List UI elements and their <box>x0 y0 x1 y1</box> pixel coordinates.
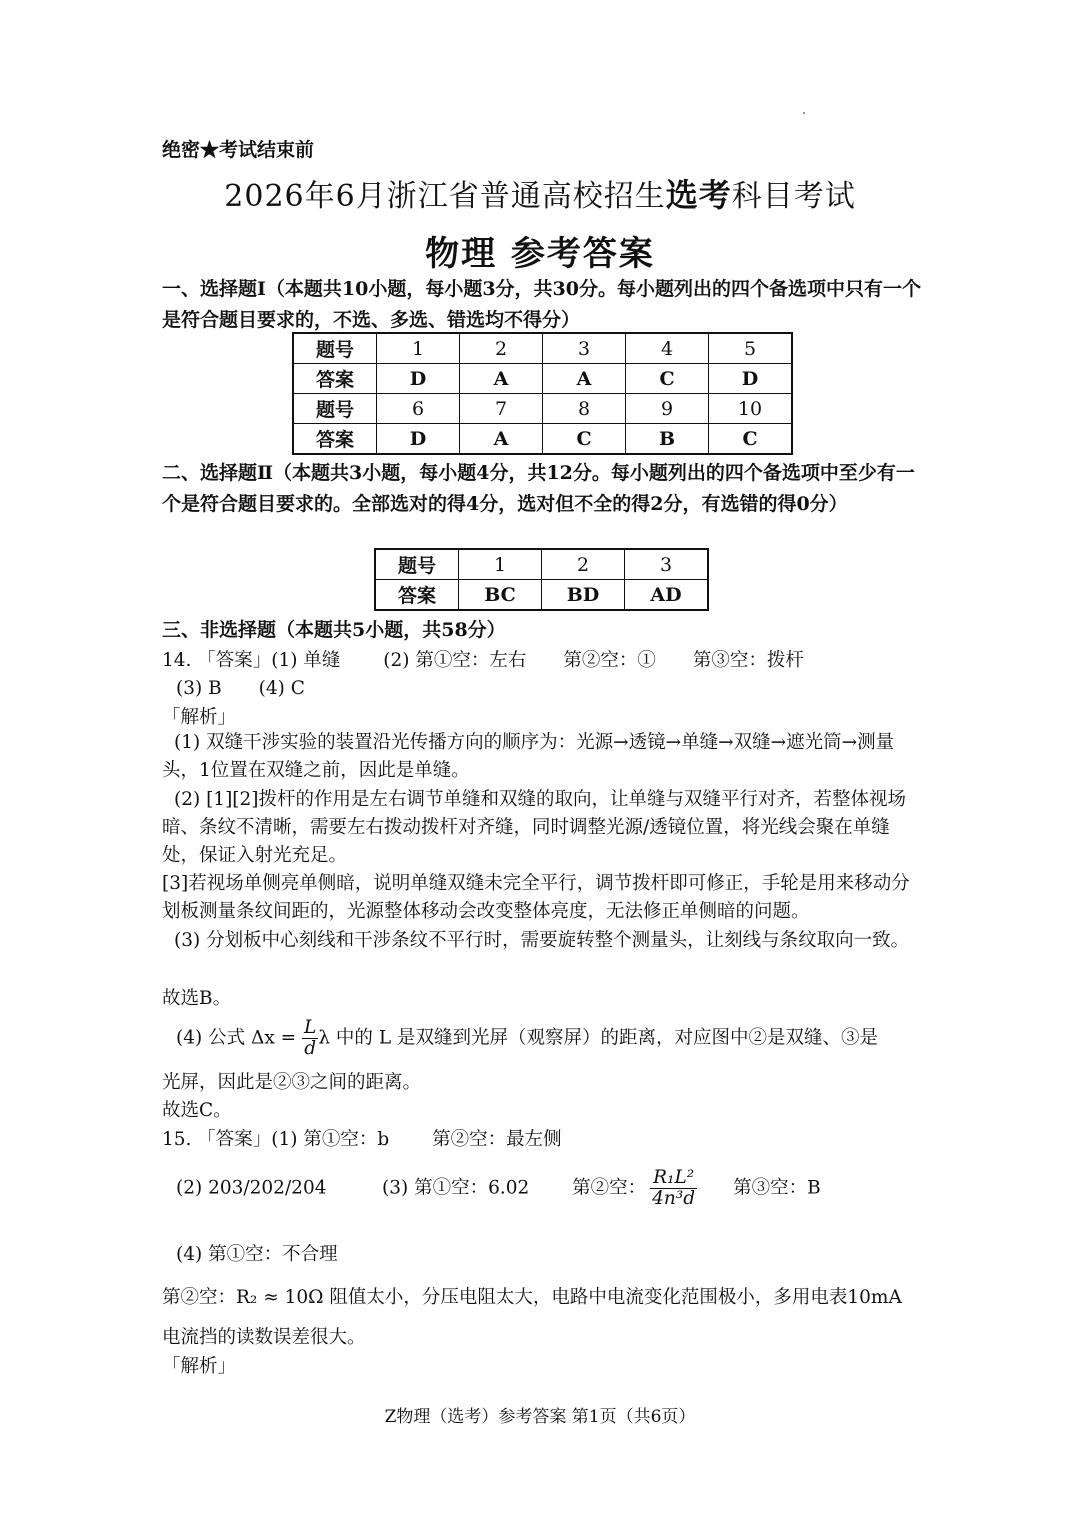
table-cell: 3 <box>625 549 709 580</box>
table-row <box>375 580 708 611</box>
q14-formula-line2: 光屏，因此是②③之间的距离。 <box>162 1072 422 1093</box>
page-footer: Z物理（选考）参考答案 第1页（共6页） <box>384 1407 696 1427</box>
section1-heading: 一、选择题Ⅰ（本题共10小题，每小题3分，共30分。每小题列出的四个备选项中只有一个是符合题目要求的，不选、多选、错选均不得分） <box>162 278 921 331</box>
table-cell: 8 <box>543 394 626 424</box>
q15-answer-line5: 电流挡的读数误差很大。 <box>162 1327 366 1348</box>
table-cell: 10 <box>709 394 793 424</box>
table-cell: A <box>543 364 626 394</box>
table-row-header: 题号 <box>375 549 459 580</box>
table-row-header: 题号 <box>293 394 377 424</box>
table-cell: C <box>626 364 709 394</box>
section3-heading: 三、非选择题（本题共5小题，共58分） <box>162 619 506 641</box>
scan-speck <box>803 112 805 114</box>
formula-fraction: $\frac{L}{d}$ <box>304 1017 317 1059</box>
table-cell: AD <box>625 580 709 611</box>
section2-heading: 二、选择题Ⅱ（本题共3小题，每小题4分，共12分。每小题列出的四个备选项中至少有一个是符合题目要求的。全部选对的得4分，选对但不全的得2分，有选错的得0分） <box>162 462 915 515</box>
table-cell: BC <box>459 580 542 611</box>
q14-analysis-label: 「解析」 <box>162 707 237 728</box>
table-row-header: 答案 <box>293 364 377 394</box>
table-cell: D <box>377 424 460 455</box>
q14-analysis-p1: (1) 双缝干涉实验的装置沿光传播方向的顺序为：光源→透镜→单缝→双缝→遮光筒→测量头，1位置在双缝之前，因此是单缝。 <box>162 732 895 781</box>
table-cell: 6 <box>377 394 460 424</box>
table-cell: 3 <box>543 333 626 364</box>
confidential-label: 绝密★考试结束前 <box>162 139 315 161</box>
table-row-header: 题号 <box>293 333 377 364</box>
table-cell: D <box>709 364 793 394</box>
q15-answer-line3: (4) 第①空：不合理 <box>176 1244 338 1265</box>
q14-answer-line: 14. 「答案」(1) 单缝 (2) 第①空：左右 第②空：① 第③空：拨杆 <box>162 650 804 671</box>
q15-answer-line2: (2) 203/202/204 (3) 第①空：6.02 第②空： $\frac{\text{R₁L²}}{\text{4n³d}}$ 第③空：B <box>176 1167 821 1209</box>
section1-answer-table <box>292 332 793 455</box>
q14-answer-line2: (3) B (4) C <box>176 678 305 699</box>
table-cell: A <box>460 364 543 394</box>
q15-answer-line4: 第②空：R₂ ≈ 10Ω 阻值太小，分压电阻太大，电路中电流变化范围极小，多用电表10mA <box>162 1287 902 1308</box>
table-cell: 2 <box>542 549 625 580</box>
table-cell: 5 <box>709 333 793 364</box>
table-cell: 9 <box>626 394 709 424</box>
table-cell: A <box>460 424 543 455</box>
table-cell: 4 <box>626 333 709 364</box>
table-row <box>293 364 792 394</box>
table-row <box>293 394 792 424</box>
table-cell: BD <box>542 580 625 611</box>
q15-analysis-label: 「解析」 <box>162 1356 237 1377</box>
table-cell: 2 <box>460 333 543 364</box>
table-cell: 1 <box>459 549 542 580</box>
q15-answer-line: 15. 「答案」(1) 第①空：b 第②空：最左侧 <box>162 1129 562 1150</box>
table-cell: 1 <box>377 333 460 364</box>
table-cell: D <box>377 364 460 394</box>
section2-answer-table <box>374 548 709 611</box>
table-cell: C <box>709 424 793 455</box>
exam-title: 2026年6月浙江省普通高校招生选考科目考试 <box>224 176 856 214</box>
table-cell: 7 <box>460 394 543 424</box>
table-row <box>293 333 792 364</box>
table-cell: C <box>543 424 626 455</box>
table-row <box>375 549 708 580</box>
document-subtitle: 物理 参考答案 <box>425 234 655 274</box>
table-row-header: 答案 <box>375 580 459 611</box>
table-row-header: 答案 <box>293 424 377 455</box>
q14-conclusion-c: 故选C。 <box>162 1100 232 1121</box>
q14-conclusion-b: 故选B。 <box>162 988 232 1009</box>
q14-analysis-p3: [3]若视场单侧亮单侧暗，说明单缝双缝未完全平行，调节拨杆即可修正，手轮是用来移动分划板测量条纹间距的，光源整体移动会改变整体亮度，无法修正单侧暗的问题。 <box>162 873 910 922</box>
table-row <box>293 424 792 455</box>
q15-fraction: $\frac{\text{R₁L²}}{\text{4n³d}}$ <box>652 1167 696 1209</box>
q14-formula-line: (4) 公式 Δx = $\frac{L}{d}$ λ 中的 L 是双缝到光屏（观察屏）的距离，对应图中②是双缝、③是 <box>176 1017 878 1059</box>
table-cell: B <box>626 424 709 455</box>
q14-analysis-p2: (2) [1][2]拨杆的作用是左右调节单缝和双缝的取向，让单缝与双缝平行对齐，若整体视场暗、条纹不清晰，需要左右拨动拨杆对齐缝，同时调整光源/透镜位置，将光线会聚在单缝处，保证入射光充足。 <box>162 789 906 866</box>
q14-analysis-p4: (3) 分划板中心刻线和干涉条纹不平行时，需要旋转整个测量头，让刻线与条纹取向一致。 <box>174 930 910 951</box>
